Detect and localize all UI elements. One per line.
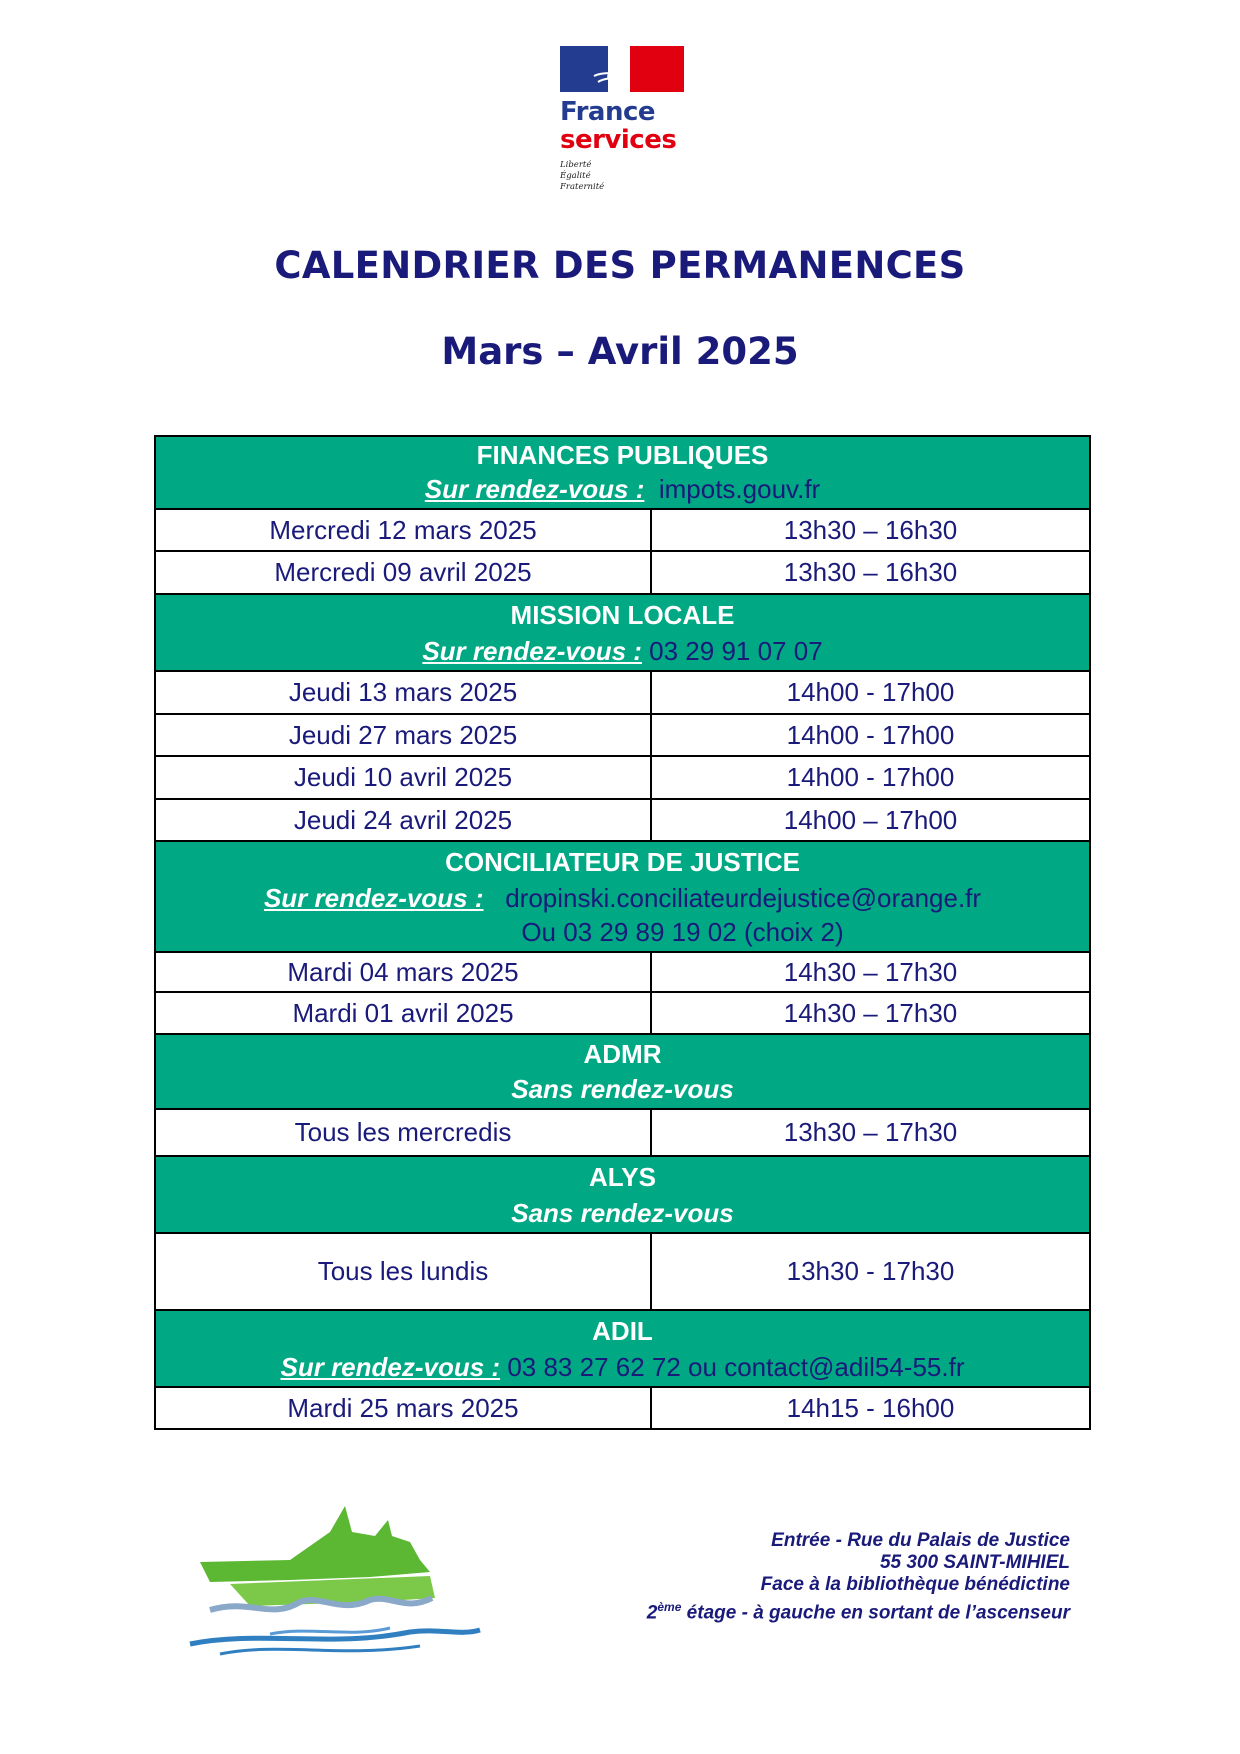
time-cell: 14h30 – 17h30 xyxy=(783,998,958,1028)
brand-france: France xyxy=(560,97,656,127)
date-cell: Mercredi 12 mars 2025 xyxy=(156,510,652,550)
date-cell: Mercredi 09 avril 2025 xyxy=(156,552,652,593)
rdv-label: Sur rendez-vous : xyxy=(424,474,645,504)
time-cell: 13h30 – 16h30 xyxy=(783,515,958,545)
address-line-2: 55 300 SAINT-MIHIEL xyxy=(879,1552,1070,1573)
section-header-conciliateur xyxy=(156,842,1089,953)
date-cell: Mardi 01 avril 2025 xyxy=(156,993,652,1033)
motto xyxy=(560,160,700,193)
time-cell: 14h00 - 17h00 xyxy=(786,720,955,750)
rdv-label: Sur rendez-vous : xyxy=(263,883,484,913)
date-cell: Jeudi 27 mars 2025 xyxy=(156,715,652,755)
town-logo-icon xyxy=(170,1502,490,1667)
section-title: FINANCES PUBLIQUES xyxy=(476,440,769,470)
contact-website[interactable]: impots.gouv.fr xyxy=(658,474,821,504)
page-title: CALENDRIER DES PERMANENCES xyxy=(274,244,966,287)
table-row xyxy=(156,1234,1089,1311)
table-row xyxy=(156,800,1089,842)
motto-liberte: Liberté xyxy=(560,160,592,170)
time-cell: 14h00 - 17h00 xyxy=(786,762,955,792)
section-title: CONCILIATEUR DE JUSTICE xyxy=(445,847,800,877)
time-cell: 14h00 – 17h00 xyxy=(783,805,958,835)
section-title: ADIL xyxy=(592,1316,653,1346)
table-row xyxy=(156,552,1089,595)
motto-egalite: Égalité xyxy=(560,171,591,181)
date-cell: Jeudi 24 avril 2025 xyxy=(156,800,652,840)
section-rdv-line xyxy=(156,472,1089,508)
time-cell: 13h30 – 17h30 xyxy=(783,1117,958,1147)
date-cell: Tous les mercredis xyxy=(156,1110,652,1155)
table-row xyxy=(156,672,1089,715)
motto-fraternite: Fraternité xyxy=(560,182,605,192)
section-title: MISSION LOCALE xyxy=(510,600,735,630)
rdv-label: Sans rendez-vous xyxy=(511,1198,734,1228)
rdv-label: Sur rendez-vous : xyxy=(422,636,642,666)
address-line-3: Face à la bibliothèque bénédictine xyxy=(760,1574,1070,1595)
date-cell: Jeudi 13 mars 2025 xyxy=(156,672,652,713)
rdv-label: Sans rendez-vous xyxy=(511,1074,734,1104)
time-cell: 13h30 - 17h30 xyxy=(786,1256,955,1286)
time-cell: 14h15 - 16h00 xyxy=(786,1393,955,1423)
brand-services: services xyxy=(560,125,677,155)
section-title: ALYS xyxy=(589,1162,656,1192)
table-row xyxy=(156,1110,1089,1157)
table-row xyxy=(156,953,1089,993)
section-rdv-line xyxy=(156,1196,1089,1232)
date-cell: Mardi 04 mars 2025 xyxy=(156,953,652,991)
floor-suffix: ème xyxy=(657,1600,682,1614)
table-row xyxy=(156,757,1089,800)
table-row xyxy=(156,510,1089,552)
section-rdv-line xyxy=(156,634,1089,670)
section-header-mission-locale xyxy=(156,595,1089,672)
date-cell: Mardi 25 mars 2025 xyxy=(156,1388,652,1428)
contact-email[interactable]: dropinski.conciliateurdejustice@orange.fr xyxy=(505,883,982,913)
marianne-flag-icon xyxy=(560,46,684,92)
section-header-alys xyxy=(156,1157,1089,1234)
page-subtitle: Mars – Avril 2025 xyxy=(441,330,799,373)
contact-phone-alt: Ou 03 29 89 19 02 (choix 2) xyxy=(521,917,844,947)
section-title: ADMR xyxy=(583,1039,662,1069)
table-row xyxy=(156,715,1089,757)
section-rdv-line xyxy=(156,881,1089,915)
floor-directions: étage - à gauche en sortant de l’ascenseur xyxy=(681,1602,1070,1624)
date-cell: Jeudi 10 avril 2025 xyxy=(156,757,652,798)
address-line-1: Entrée - Rue du Palais de Justice xyxy=(771,1530,1070,1551)
schedule-table xyxy=(154,435,1091,1430)
table-row xyxy=(156,1388,1089,1428)
time-cell: 13h30 – 16h30 xyxy=(783,557,958,587)
contact-phone[interactable]: 03 29 91 07 07 xyxy=(649,636,823,666)
section-header-admr xyxy=(156,1035,1089,1110)
section-rdv-line xyxy=(156,1350,1089,1386)
section-header-adil xyxy=(156,1311,1089,1388)
section-header-finances xyxy=(156,437,1089,510)
section-rdv-line xyxy=(156,1072,1089,1108)
rdv-label: Sur rendez-vous : xyxy=(280,1352,501,1382)
contact-phone-email[interactable]: 03 83 27 62 72 ou contact@adil54-55.fr xyxy=(507,1352,965,1382)
time-cell: 14h30 – 17h30 xyxy=(783,957,958,987)
table-row xyxy=(156,993,1089,1035)
floor-number: 2 xyxy=(646,1602,658,1624)
date-cell: Tous les lundis xyxy=(156,1234,652,1309)
france-services-logo xyxy=(560,46,700,193)
address-block xyxy=(647,1530,1070,1624)
address-line-4 xyxy=(647,1596,1070,1624)
time-cell: 14h00 - 17h00 xyxy=(786,677,955,707)
